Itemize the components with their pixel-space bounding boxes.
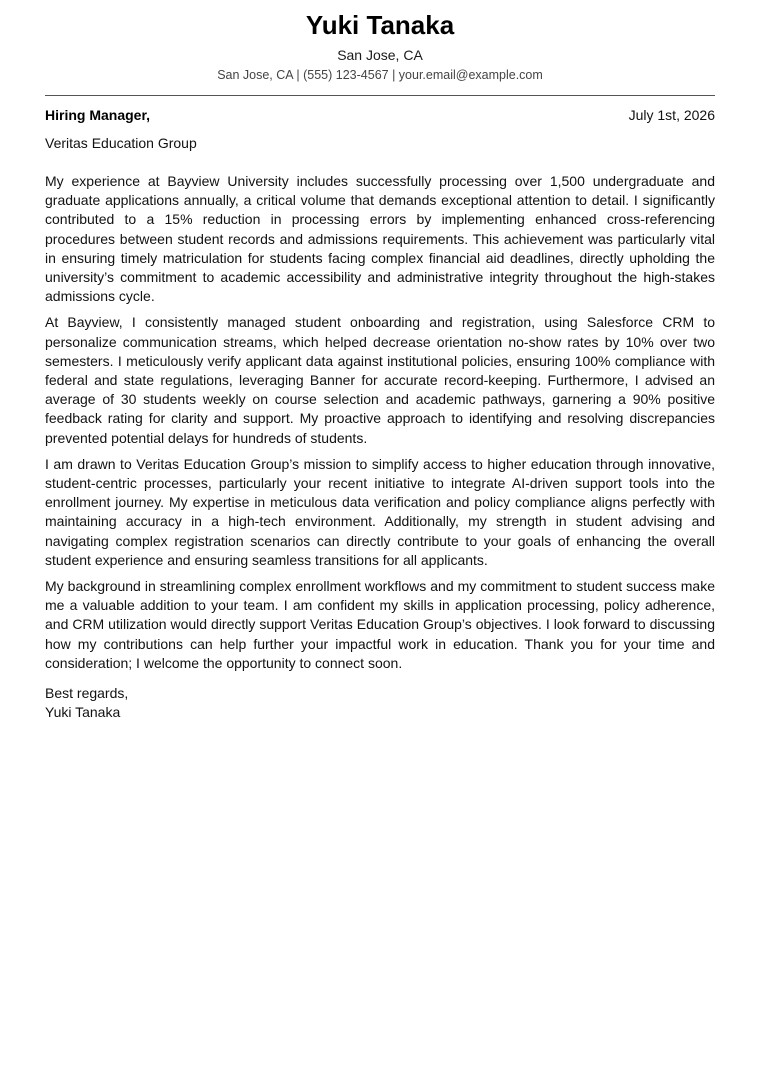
header-divider — [45, 95, 715, 96]
closing-phrase: Best regards, — [45, 685, 129, 702]
body-paragraph: My background in streamlining complex enrollment workflows and my commitment to student success make me a valuable addition to your team. I am confident my skills in application processing, policy adherence, and CRM utilization would directly support Veritas Education Group’s objectives. I look forward to discussing how my contributions can help further your impactful work in education. Thank you for your time and consideration; I welcome the opportunity to connect soon. — [45, 578, 715, 671]
body-paragraph: At Bayview, I consistently managed student onboarding and registration, using Salesforce CRM to personalize communication streams, which helped decrease orientation no-show rates by 10% over two semesters. I meticulously verify applicant data against institutional policies, ensuring 100% compliance with federal and state regulations, leveraging Banner for accurate record-keeping. Furthermore, I advised an average of 30 students weekly on course selection and academic pathways, garnering a 90% positive feedback rating for clarity and support. My proactive approach to identifying and resolving discrepancies prevented potential delays for hundreds of students. — [45, 314, 715, 446]
salutation-row — [45, 106, 715, 124]
applicant-name: Yuki Tanaka — [305, 10, 455, 40]
letter-date: July 1st, 2026 — [628, 107, 715, 123]
body-paragraph: I am drawn to Veritas Education Group’s mission to simplify access to higher education through innovative, student-centric processes, particularly your recent initiative to integrate AI-driven support tools into the enrollment journey. My expertise in meticulous data verification and policy compliance aligns perfectly with maintaining accuracy in a high-tech environment. Additionally, my strength in student advising and navigating complex registration scenarios can directly contribute to your goals of enhancing the overall student experience and ensuring seamless transitions for all applicants. — [45, 455, 715, 568]
recipient-company: Veritas Education Group — [45, 135, 197, 151]
signature: Yuki Tanaka — [45, 704, 121, 721]
closing-block — [45, 684, 715, 722]
contact-line: San Jose, CA | (555) 123-4567 | your.email@example.com — [217, 68, 543, 82]
letter-body — [45, 172, 715, 673]
applicant-city: San Jose, CA — [337, 47, 423, 63]
body-paragraph: My experience at Bayview University includes successfully processing over 1,500 undergraduate and graduate applications annually, a critical volume that demands exceptional attention to detail. I significantly contributed to a 15% reduction in processing errors by implementing enhanced cross-referencing procedures between student records and admissions requirements. This achievement was particularly vital in ensuring timely matriculation for students facing complex financial aid deadlines, directly upholding the university’s commitment to academic accessibility and administrative integrity throughout the high-stakes admissions cycle. — [45, 173, 715, 305]
salutation: Hiring Manager, — [45, 107, 151, 123]
